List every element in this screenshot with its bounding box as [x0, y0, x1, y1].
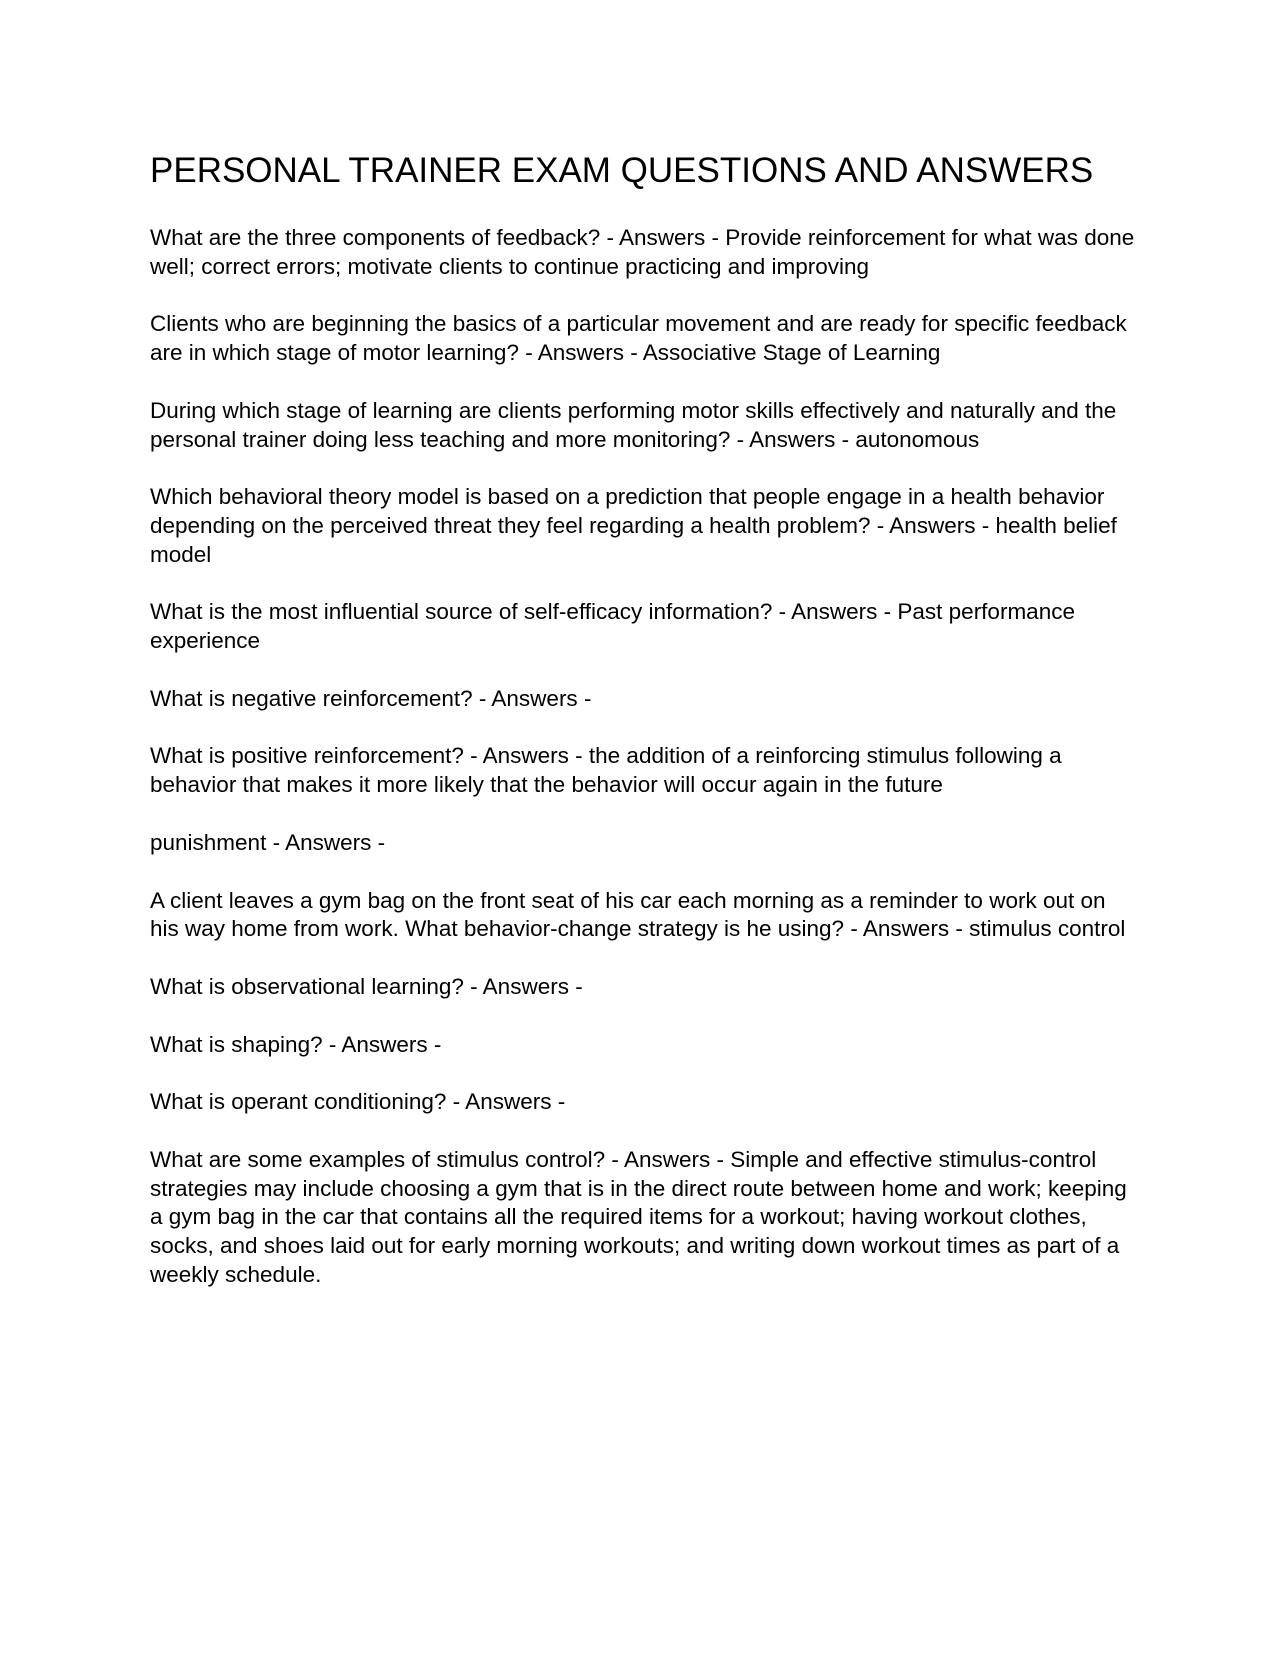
qa-entry-8: punishment - Answers - — [150, 829, 386, 855]
qa-entry-12: What is operant conditioning? - Answers - — [150, 1089, 566, 1115]
qa-entry-5: What is the most influential source of self-efficacy information? - Answers - Past performance experience — [150, 599, 1075, 654]
qa-list — [150, 224, 1140, 1290]
qa-entry-13: What are some examples of stimulus control? - Answers - Simple and effective stimulus-control strategies may include choosing a gym that is in the direct route between home and work; keeping a gym bag in the car that contains all the required items for a workout; having workout clothes, socks, and shoes laid out for early morning workouts; and writing down workout times as part of a weekly schedule. — [150, 1147, 1127, 1287]
document-page — [150, 148, 1140, 1319]
qa-entry-10: What is observational learning? - Answers - — [150, 973, 583, 999]
qa-entry-9: A client leaves a gym bag on the front seat of his car each morning as a reminder to work out on his way home from work. What behavior-change strategy is he using? - Answers - stimulus control — [150, 887, 1126, 942]
qa-entry-6: What is negative reinforcement? - Answers - — [150, 685, 592, 711]
qa-entry-2: Clients who are beginning the basics of a particular movement and are ready for specific feedback are in which stage of motor learning? - Answers - Associative Stage of Learning — [150, 311, 1127, 366]
qa-entry-4: Which behavioral theory model is based on a prediction that people engage in a health behavior depending on the perceived threat they feel regarding a health problem? - Answers - health belief model — [150, 484, 1117, 567]
qa-entry-11: What is shaping? - Answers - — [150, 1031, 442, 1057]
qa-entry-7: What is positive reinforcement? - Answers - the addition of a reinforcing stimulus following a behavior that makes it more likely that the behavior will occur again in the future — [150, 743, 1062, 798]
qa-entry-1: What are the three components of feedback? - Answers - Provide reinforcement for what was done well; correct errors; motivate clients to continue practicing and improving — [150, 225, 1135, 279]
document-title: PERSONAL TRAINER EXAM QUESTIONS AND ANSWERS — [150, 151, 1094, 190]
qa-entry-3: During which stage of learning are clients performing motor skills effectively and naturally and the personal trainer doing less teaching and more monitoring? - Answers - autonomous — [150, 397, 1117, 452]
